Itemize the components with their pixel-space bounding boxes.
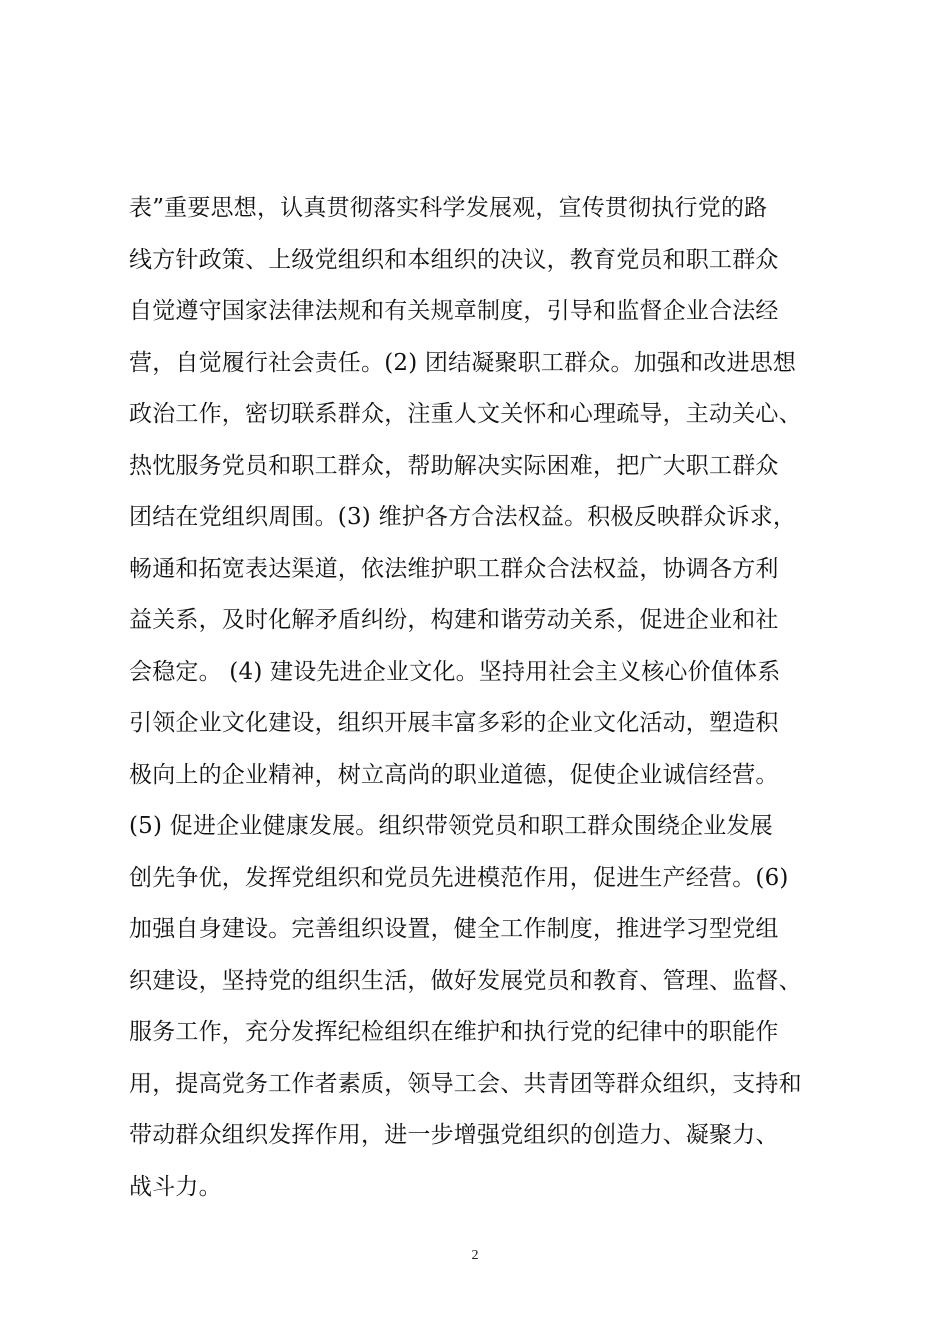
text-line: 服务工作，充分发挥纪检组织在维护和执行党的纪律中的职能作	[129, 1019, 779, 1045]
text-line: 引领企业文化建设，组织开展丰富多彩的企业文化活动，塑造积	[129, 710, 779, 736]
page-number: 2	[471, 1248, 479, 1263]
text-line: 益关系，及时化解矛盾纠纷，构建和谐劳动关系，促进企业和社	[129, 607, 779, 633]
text-line: 团结在党组织周围。(3) 维护各方合法权益。积极反映群众诉求，	[129, 504, 797, 530]
text-line: 创先争优，发挥党组织和党员先进模范作用，促进生产经营。(6)	[129, 864, 789, 891]
text-line: 线方针政策、上级党组织和本组织的决议，教育党员和职工群众	[129, 246, 779, 273]
text-line: 带动群众组织发挥作用，进一步增强党组织的创造力、凝聚力、	[129, 1122, 779, 1148]
text-line: 极向上的企业精神，树立高尚的职业道德，促使企业诚信经营。	[129, 761, 779, 788]
text-line: 织建设，坚持党的组织生活，做好发展党员和教育、管理、监督、	[129, 967, 802, 994]
text-line: 政治工作，密切联系群众，注重人文关怀和心理疏导，主动关心、	[129, 401, 802, 427]
text-line: 表”重要思想，认真贯彻落实科学发展观，宣传贯彻执行党的路	[129, 195, 768, 221]
text-line: (5) 促进企业健康发展。组织带领党员和职工群众围绕企业发展	[129, 813, 773, 839]
text-line: 会稳定。 (4) 建设先进企业文化。坚持用社会主义核心价值体系	[129, 658, 781, 685]
text-line: 战斗力。	[129, 1173, 222, 1200]
text-line: 用，提高党务工作者素质，领导工会、共青团等群众组织，支持和	[129, 1070, 802, 1097]
body-paragraph	[129, 183, 839, 1213]
text-line: 营，自觉履行社会责任。(2) 团结凝聚职工群众。加强和改进思想	[129, 349, 797, 376]
text-line: 自觉遵守国家法律法规和有关规章制度，引导和监督企业合法经	[129, 298, 779, 324]
text-line: 加强自身建设。完善组织设置，健全工作制度，推进学习型党组	[129, 916, 779, 942]
text-line: 热忱服务党员和职工群众，帮助解决实际困难，把广大职工群众	[129, 452, 779, 479]
text-line: 畅通和拓宽表达渠道，依法维护职工群众合法权益，协调各方利	[129, 555, 779, 582]
